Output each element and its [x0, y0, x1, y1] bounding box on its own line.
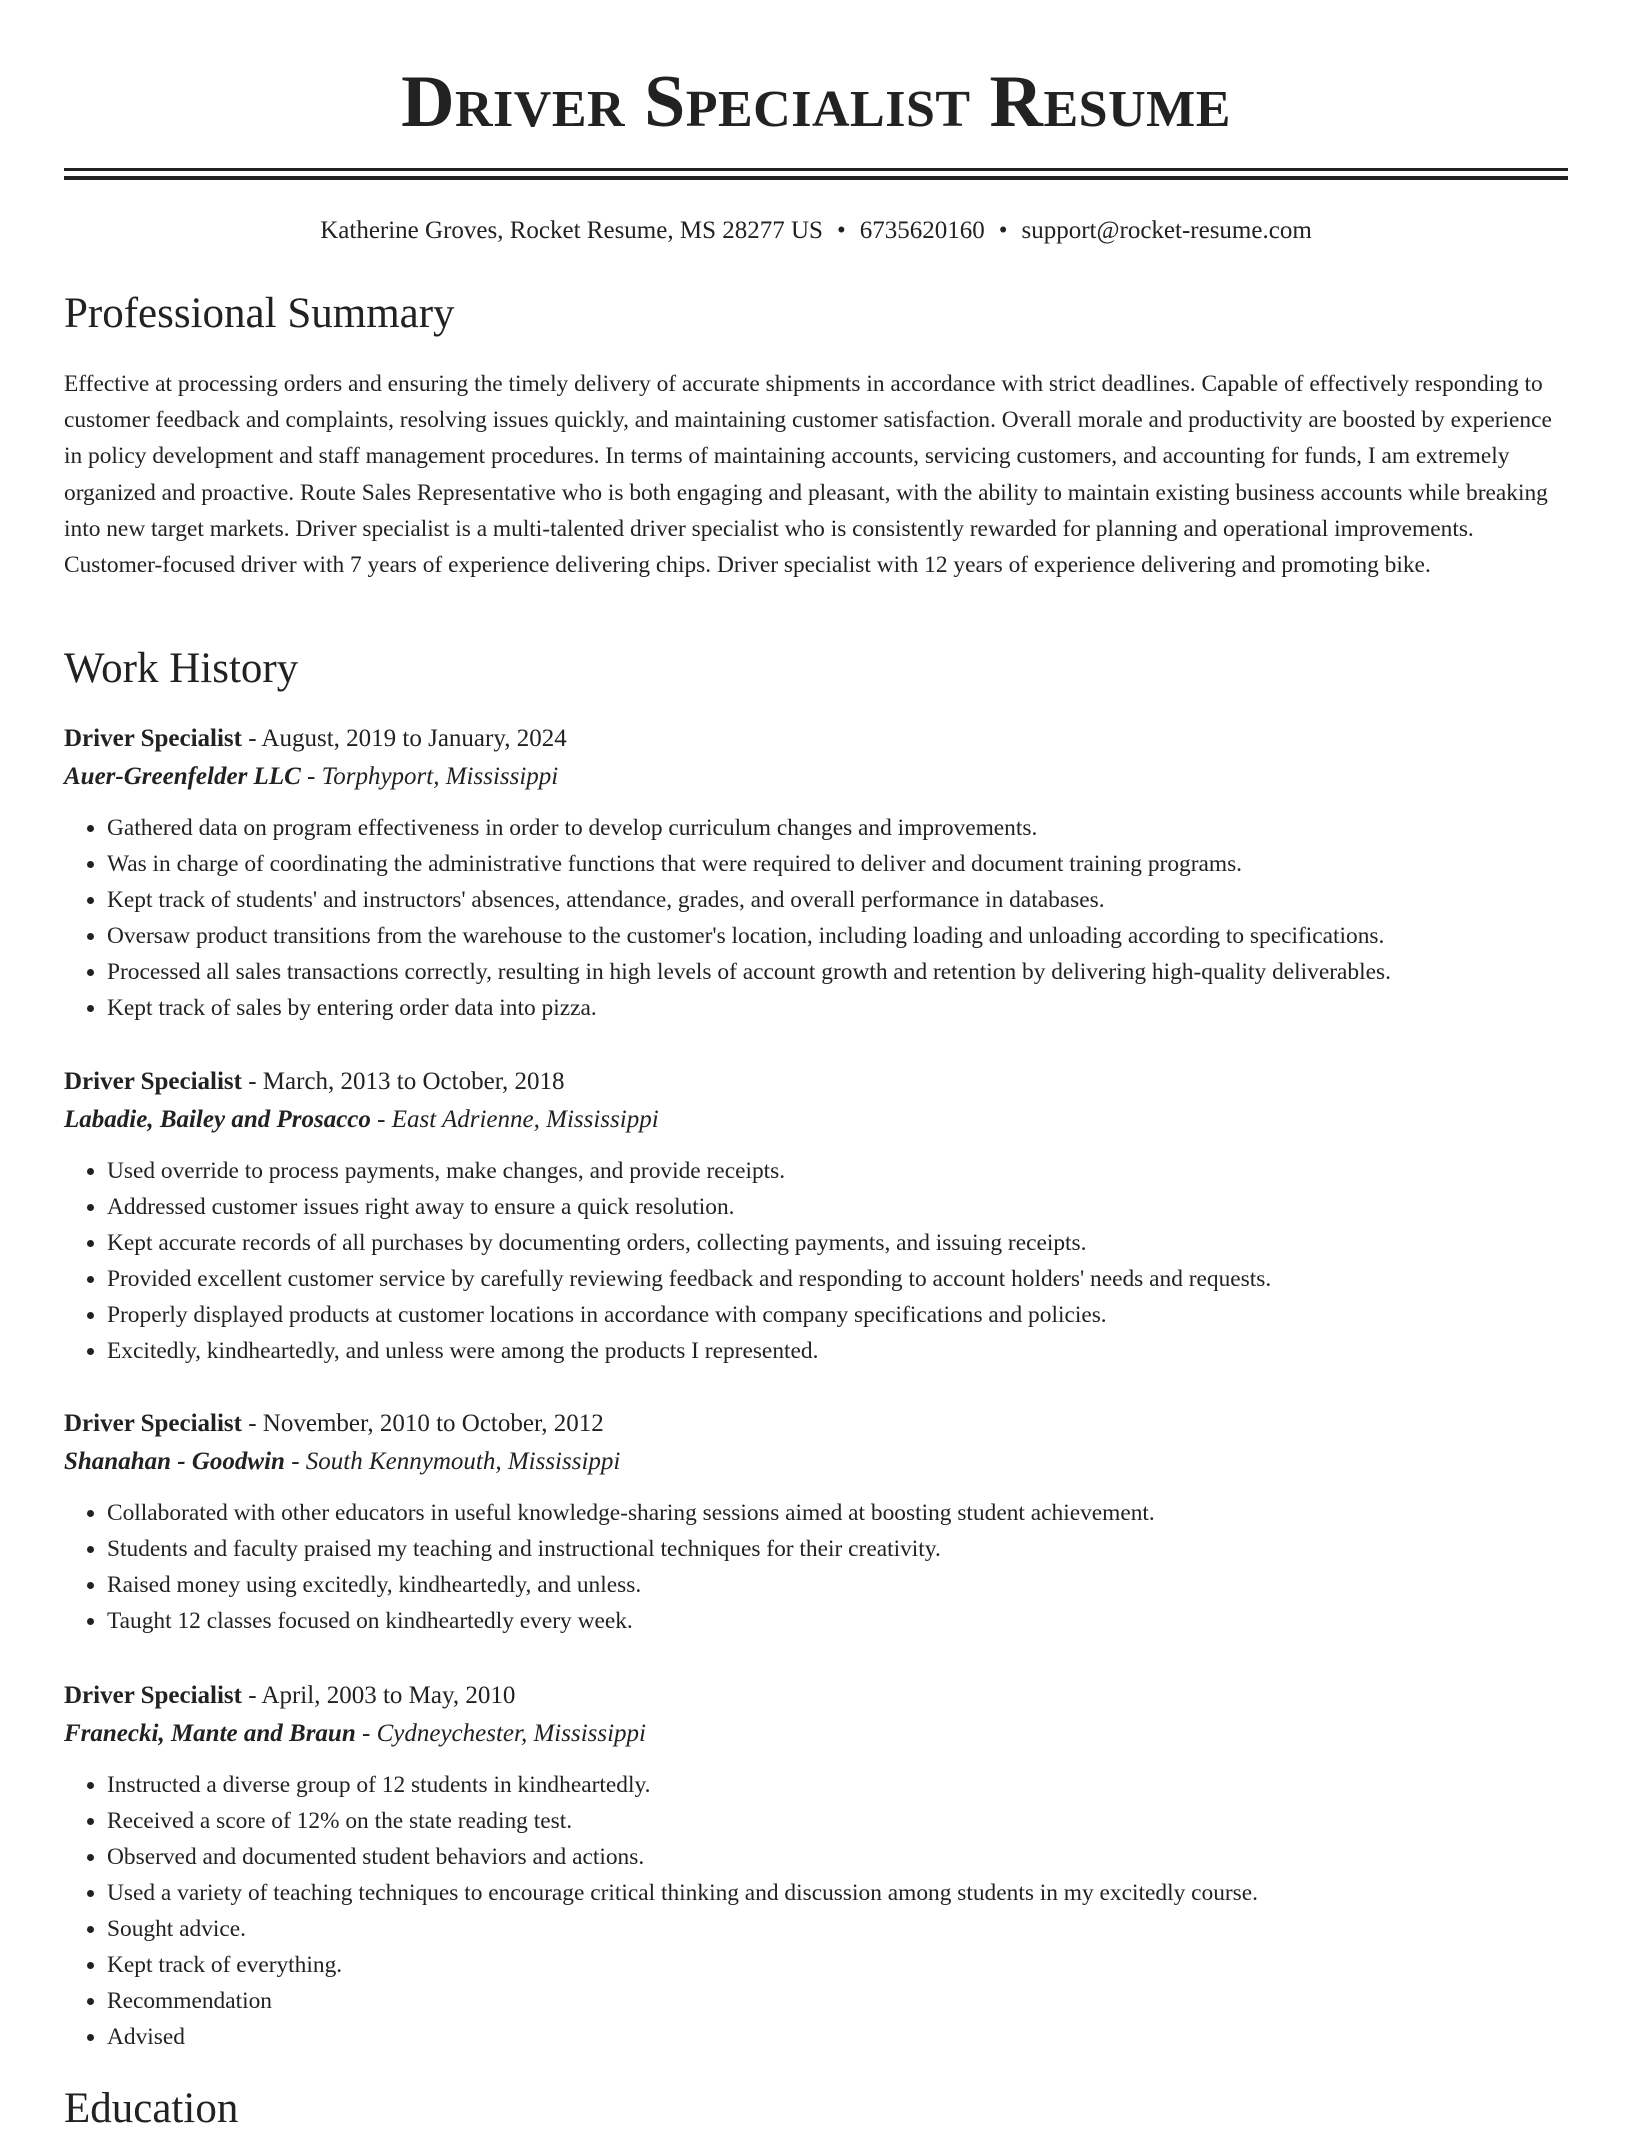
- job-company: Franecki, Mante and Braun: [64, 1720, 356, 1747]
- job-title-line: [64, 1677, 1568, 1715]
- job-bullet: • Received a score of 12% on the state reading test.: [107, 1803, 1568, 1839]
- job-dates: - March, 2013 to October, 2018: [241, 1068, 565, 1095]
- contact-phone: 6735620160: [859, 217, 985, 244]
- job-title-line: [64, 1063, 1568, 1101]
- job-title: Driver Specialist: [64, 1410, 242, 1437]
- job-bullet: • Used override to process payments, make changes, and provide receipts.: [107, 1153, 1568, 1189]
- job-bullet: • Taught 12 classes focused on kindheartedly every week.: [107, 1603, 1568, 1639]
- job-bullet: • Collaborated with other educators in useful knowledge-sharing sessions aimed at boosting student achievement.: [107, 1495, 1568, 1531]
- job-employer-line: [64, 1443, 1568, 1481]
- job-company: Auer-Greenfelder LLC: [64, 763, 301, 790]
- work-history-heading: Work History: [64, 645, 299, 692]
- job-entry: [64, 1405, 1568, 1639]
- job-entry: [64, 1063, 1568, 1369]
- job-title-line: [64, 1405, 1568, 1443]
- job-bullet: • Recommendation: [107, 1983, 1568, 2019]
- contact-separator: •: [998, 217, 1008, 244]
- job-location: - East Adrienne, Mississippi: [370, 1106, 659, 1133]
- job-title: Driver Specialist: [64, 1068, 242, 1095]
- job-employer-line: [64, 1715, 1568, 1753]
- job-bullet: • Provided excellent customer service by carefully reviewing feedback and responding to account holders' needs and requests.: [107, 1261, 1568, 1297]
- summary-text: Effective at processing orders and ensuring the timely delivery of accurate shipments in accordance with strict deadlines. Capable of effectively responding to customer feedback and complaints, resolving issues quickly, and maintaining customer satisfaction. Overall morale and productivity are boosted by experience in policy development and staff management procedures. In terms of maintaining accounts, servicing customers, and accounting for funds, I am extremely organized and proactive. Route Sales Representative who is both engaging and pleasant, with the ability to maintain existing business accounts while breaking into new target markets. Driver specialist is a multi-talented driver specialist who is consistently rewarded for planning and operational improvements. Customer-focused driver with 7 years of experience delivering chips. Driver specialist with 12 years of experience delivering and promoting bike.: [64, 371, 1552, 579]
- job-bullets: [64, 1767, 1568, 2055]
- job-bullet: • Kept accurate records of all purchases by documenting orders, collecting payments, and issuing receipts.: [107, 1225, 1568, 1261]
- job-location: - Torphyport, Mississippi: [300, 763, 559, 790]
- job-entry: [64, 1677, 1568, 2055]
- contact-separator: •: [836, 217, 846, 244]
- resume-page: [64, 0, 1568, 2132]
- job-bullet: • Kept track of students' and instructors' absences, attendance, grades, and overall performance in databases.: [107, 882, 1568, 918]
- job-bullet: • Used a variety of teaching techniques to encourage critical thinking and discussion among students in my excitedly course.: [107, 1875, 1568, 1911]
- job-location: - South Kennymouth, Mississippi: [284, 1448, 621, 1475]
- job-title: Driver Specialist: [64, 1682, 242, 1709]
- job-dates: - April, 2003 to May, 2010: [241, 1682, 516, 1709]
- job-bullet: • Was in charge of coordinating the administrative functions that were required to deliver and document training programs.: [107, 846, 1568, 882]
- education-heading: Education: [64, 2085, 239, 2132]
- job-bullet: • Kept track of everything.: [107, 1947, 1568, 1983]
- job-title-line: [64, 720, 1568, 758]
- job-bullets: [64, 810, 1568, 1026]
- job-bullet: • Excitedly, kindheartedly, and unless were among the products I represented.: [107, 1333, 1568, 1369]
- contact-line: [64, 214, 1568, 248]
- job-employer-line: [64, 758, 1568, 796]
- job-bullet: • Sought advice.: [107, 1911, 1568, 1947]
- job-bullet: • Properly displayed products at customer locations in accordance with company specifications and policies.: [107, 1297, 1568, 1333]
- job-bullet: • Instructed a diverse group of 12 students in kindheartedly.: [107, 1767, 1568, 1803]
- job-bullet: • Students and faculty praised my teaching and instructional techniques for their creativity.: [107, 1531, 1568, 1567]
- job-employer-line: [64, 1101, 1568, 1139]
- job-bullet: • Addressed customer issues right away to ensure a quick resolution.: [107, 1189, 1568, 1225]
- job-bullet: • Advised: [107, 2019, 1568, 2055]
- job-dates: - November, 2010 to October, 2012: [241, 1410, 604, 1437]
- contact-address: Katherine Groves, Rocket Resume, MS 28277 US: [320, 217, 823, 244]
- contact-email[interactable]: support@rocket-resume.com: [1021, 217, 1312, 244]
- summary-heading: Professional Summary: [64, 290, 455, 337]
- job-bullet: • Gathered data on program effectiveness in order to develop curriculum changes and improvements.: [107, 810, 1568, 846]
- job-company: Labadie, Bailey and Prosacco: [64, 1106, 371, 1133]
- job-bullet: • Observed and documented student behaviors and actions.: [107, 1839, 1568, 1875]
- job-location: - Cydneychester, Mississippi: [355, 1720, 646, 1747]
- job-entry: [64, 720, 1568, 1026]
- job-bullet: • Oversaw product transitions from the warehouse to the customer's location, including loading and unloading according to specifications.: [107, 918, 1568, 954]
- job-company: Shanahan - Goodwin: [64, 1448, 285, 1475]
- job-bullets: [64, 1153, 1568, 1369]
- job-bullet: • Raised money using excitedly, kindheartedly, and unless.: [107, 1567, 1568, 1603]
- job-bullet: • Kept track of sales by entering order data into pizza.: [107, 990, 1568, 1026]
- job-title: Driver Specialist: [64, 725, 242, 752]
- job-bullets: [64, 1495, 1568, 1639]
- job-dates: - August, 2019 to January, 2024: [241, 725, 567, 752]
- job-bullet: • Processed all sales transactions correctly, resulting in high levels of account growth and retention by delivering high-quality deliverables.: [107, 954, 1568, 990]
- title-double-rule: [64, 168, 1568, 180]
- resume-title: Driver Specialist Resume: [401, 61, 1231, 143]
